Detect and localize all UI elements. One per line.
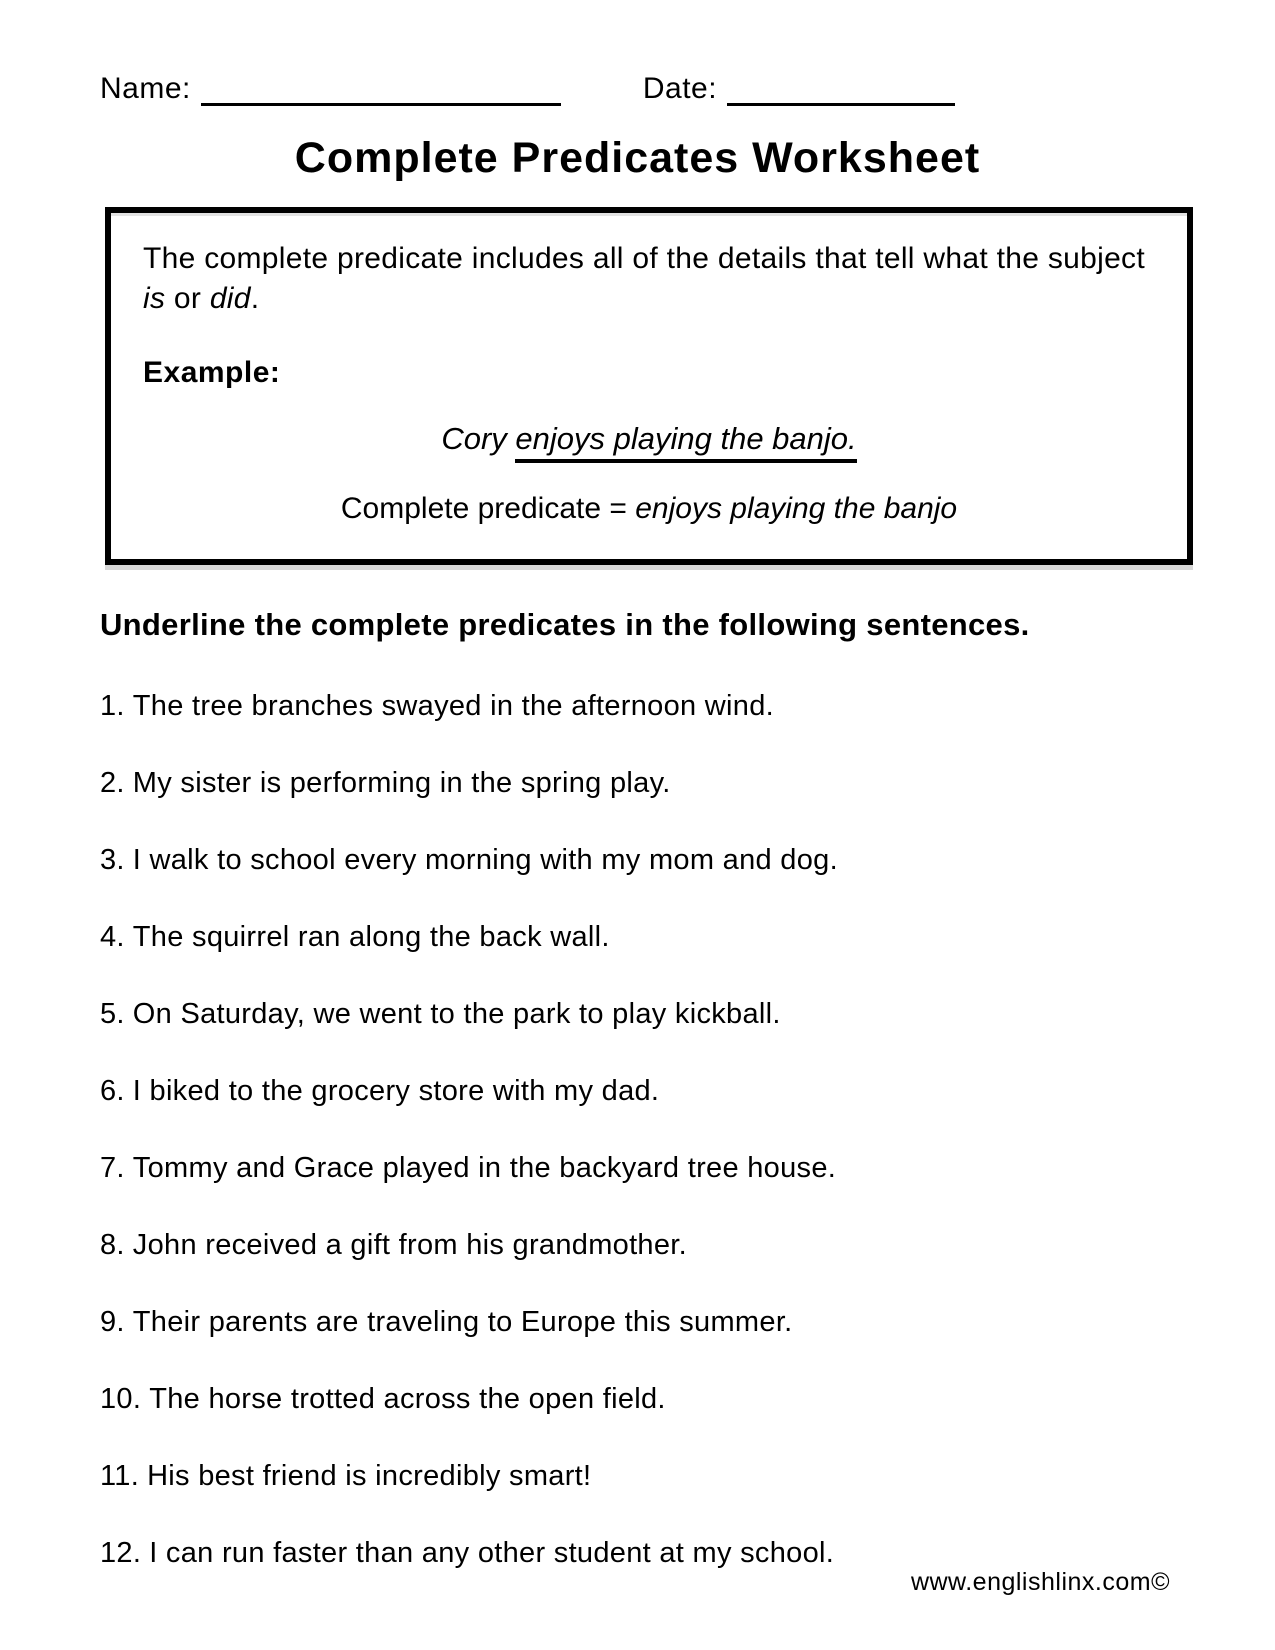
definition-pre: The complete predicate includes all of the details that tell what the subject	[143, 242, 1145, 275]
sentence-number: 8.	[100, 1229, 125, 1261]
sentence-text: My sister is performing in the spring play.	[132, 767, 671, 799]
example-sentence	[143, 419, 1155, 459]
page-title: Complete Predicates Worksheet	[294, 134, 981, 182]
sentence-number: 9.	[100, 1306, 125, 1338]
sentence-text: Their parents are traveling to Europe this summer.	[132, 1306, 793, 1338]
definition-example-box	[105, 207, 1193, 565]
definition-is-word: is	[143, 282, 166, 315]
date-label: Date:	[642, 72, 718, 105]
sentence-number: 6.	[100, 1075, 125, 1107]
name-blank-line	[201, 73, 561, 106]
definition-did-word: did	[209, 282, 251, 315]
sentence-text: The horse trotted across the open field.	[149, 1383, 666, 1415]
example-underlined-predicate: enjoys playing the banjo.	[515, 421, 856, 463]
sentence-item-4	[100, 920, 1175, 954]
date-blank-line	[727, 73, 955, 106]
instructions-text: Underline the complete predicates in the following sentences.	[100, 607, 1030, 642]
sentence-item-7	[100, 1151, 1175, 1185]
sentence-item-10	[100, 1382, 1175, 1416]
sentence-item-5	[100, 997, 1175, 1031]
example-subject: Cory	[441, 421, 516, 456]
sentence-text: His best friend is incredibly smart!	[147, 1460, 592, 1492]
example-label: Example:	[143, 356, 281, 389]
sentence-text: On Saturday, we went to the park to play kickball.	[132, 998, 781, 1030]
sentence-item-8	[100, 1228, 1175, 1262]
sentence-text: I biked to the grocery store with my dad.	[132, 1075, 660, 1107]
sentence-number: 4.	[100, 921, 125, 953]
sentence-item-3	[100, 843, 1175, 877]
example-answer-line	[143, 489, 1155, 529]
sentence-number: 11.	[100, 1460, 140, 1492]
definition-or-word: or	[165, 282, 210, 315]
name-label: Name:	[100, 72, 191, 105]
sentence-number: 12.	[100, 1537, 142, 1569]
sentence-number: 2.	[100, 767, 125, 799]
header-row	[0, 0, 1275, 106]
answer-value: enjoys playing the banjo	[635, 492, 958, 525]
sentence-text: John received a gift from his grandmother.	[132, 1229, 688, 1261]
sentence-text: Tommy and Grace played in the backyard tree house.	[132, 1152, 837, 1184]
sentence-number: 5.	[100, 998, 125, 1030]
sentence-list	[100, 689, 1175, 1570]
answer-label: Complete predicate =	[340, 492, 636, 525]
sentence-text: I can run faster than any other student at my school.	[149, 1537, 835, 1569]
sentence-text: The tree branches swayed in the afternoon wind.	[132, 690, 774, 722]
sentence-number: 1.	[100, 690, 125, 722]
sentence-item-11	[100, 1459, 1175, 1493]
sentence-text: I walk to school every morning with my mom and dog.	[132, 844, 838, 876]
sentence-item-12	[100, 1536, 1175, 1570]
sentence-item-1	[100, 689, 1175, 723]
sentence-number: 3.	[100, 844, 125, 876]
definition-period: .	[250, 282, 260, 315]
definition-text	[143, 239, 1155, 319]
sentence-number: 10.	[100, 1383, 142, 1415]
sentence-item-9	[100, 1305, 1175, 1339]
sentence-item-2	[100, 766, 1175, 800]
sentence-number: 7.	[100, 1152, 125, 1184]
sentence-text: The squirrel ran along the back wall.	[132, 921, 610, 953]
website-credit: www.englishlinx.com©	[910, 1568, 1170, 1596]
sentence-item-6	[100, 1074, 1175, 1108]
